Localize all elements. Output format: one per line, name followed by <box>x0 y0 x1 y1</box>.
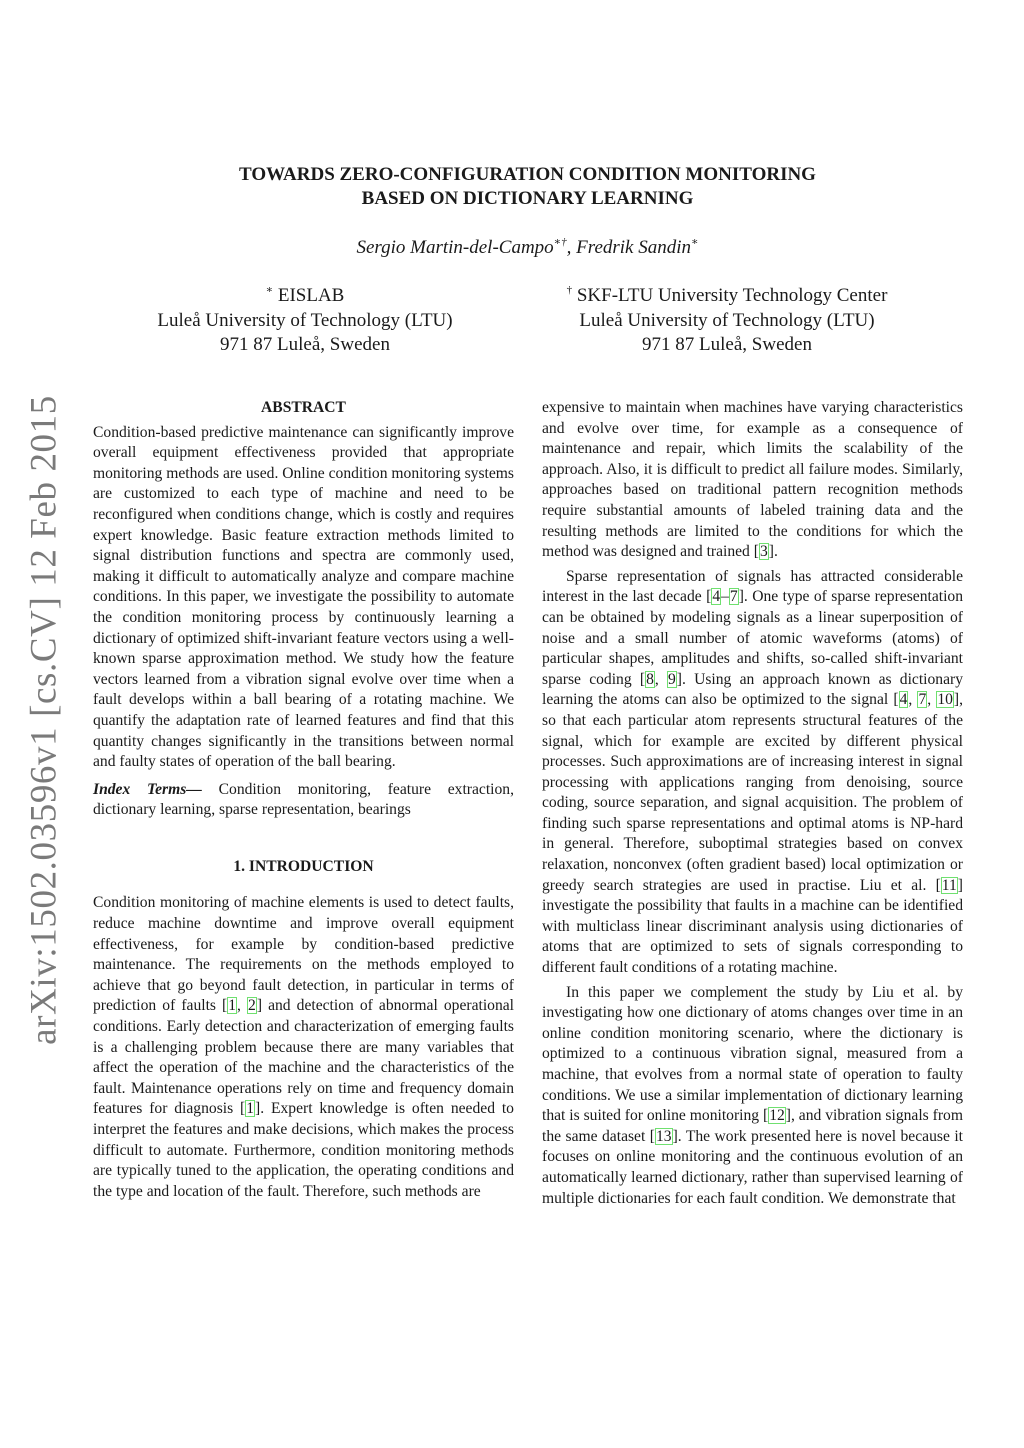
index-terms-text: Condition monitoring, feature extraction, dictionary learning, sparse representation, bearings <box>93 780 515 819</box>
index-terms <box>93 780 514 821</box>
citation-link[interactable]: 3 <box>759 543 768 561</box>
citation-link[interactable]: 11 <box>941 876 957 894</box>
title-line-1: TOWARDS ZERO-CONFIGURATION CONDITION MONITORING <box>239 164 816 185</box>
paper-title <box>120 163 935 211</box>
author-separator: , <box>566 237 577 258</box>
abstract-text: Condition-based predictive maintenance can significantly improve overall equipment effectiveness provided that appropriate monitoring methods are used. Online condition monitoring systems are customized to each type of machine and need to be reconfigured when conditions change, which is costly and requires expert knowledge. Basic feature extraction methods limited to signal distribution functions and spectra are commonly used, making it difficult to automatically analyze and compare machine conditions. In this paper, we investigate the possibility to automate the condition monitoring process by continuously learning a dictionary of optimized shift-invariant feature vectors using a well-known sparse approximation method. We study how the feature vectors learned from a vibration signal evolve over time when a fault develops within a ball bearing of a rotating machine. We quantify the adaptation rate of learned features and find that this quantity changes significantly in the transitions between normal and faulty states of operation of the ball bearing. <box>93 423 514 771</box>
affiliation-skf <box>517 284 937 358</box>
author-1-marks: ∗† <box>553 235 567 248</box>
intro-paragraph-1: Condition monitoring of machine elements is used to detect faults, reduce machine downtime and improve overall equipment effectiveness, for example by condition-based predictive maintenance. The requirements on the methods employed to achieve that go beyond fault detection, in particular in terms of prediction of faults [1, 2] and detection of abnormal operational conditions. Early detection and characterization of emerging faults is a challenging problem because there are many variables that affect the operation of the machine and the characteristics of the fault. Maintenance operations rely on time and frequency domain features for diagnosis [1]. Expert knowledge is often needed to interpret the features and make decisions, which makes the process difficult to automate. Furthermore, condition monitoring methods are typically tuned to the application, the operating conditions and the type and location of the fault. Therefore, such methods are <box>93 894 515 1200</box>
author-1: Sergio Martin-del-Campo <box>356 237 554 258</box>
affiliation-university: Luleå University of Technology (LTU) <box>579 309 875 331</box>
citation-link[interactable]: 12 <box>769 1107 785 1125</box>
citation-link[interactable]: 10 <box>937 691 953 709</box>
affiliation-mark: † <box>566 283 573 296</box>
citation-link[interactable]: 7 <box>918 691 927 709</box>
index-terms-label: Index Terms— <box>93 780 202 798</box>
left-column <box>93 398 514 1202</box>
citation-link[interactable]: 4 <box>712 588 721 606</box>
title-line-2: BASED ON DICTIONARY LEARNING <box>361 188 694 209</box>
right-column <box>542 398 963 1209</box>
citation-link[interactable]: 8 <box>646 670 654 688</box>
affiliation-address: 971 87 Luleå, Sweden <box>220 334 390 355</box>
citation-link[interactable]: 7 <box>729 588 738 606</box>
affiliation-address: 971 87 Luleå, Sweden <box>642 334 812 355</box>
citation-link[interactable]: 13 <box>655 1127 672 1145</box>
author-2-marks: ∗ <box>691 235 699 248</box>
affiliation-mark: ∗ <box>265 283 274 296</box>
intro-paragraph-2: Sparse representation of signals has attracted considerable interest in the last decade [4–7]. One type of sparse representation can be obtained by modeling signals as a linear superposition of noise and a small number of atomic waveforms (atoms) of particular shapes, amplitudes and shifts, so-called shift-invariant sparse coding [8, 9]. Using an approach known as dictionary learning the atoms can also be optimized to the signal [4, 7, 10], so that each particular atom represents structural features of the signal, which for example are excited by different physical processes. Such approximations are of increasing interest in signal processing with applications ranging from denoising, source coding, source separation, and signal acquisition. The problem of finding such sparse representations and optimal atoms is NP-hard in general. Therefore, suboptimal strategies based on convex relaxation, nonconvex (often gradient based) local optimization or greedy search strategies are used in practise. Liu et al. [11] investigate the possibility that faults in a machine can be identified with multiclass linear discriminant analysis using dictionaries of atoms that are optimized to sets of signals corresponding to different fault conditions of a rotating machine. <box>542 567 964 977</box>
citation-link[interactable]: 1 <box>228 997 237 1015</box>
abstract-heading: ABSTRACT <box>261 399 346 416</box>
affiliation-university: Luleå University of Technology (LTU) <box>157 309 453 331</box>
author-2: Fredrik Sandin <box>576 237 692 258</box>
affiliation-name: EISLAB <box>277 285 345 306</box>
citation-link[interactable]: 2 <box>248 997 256 1015</box>
introduction-heading: 1. INTRODUCTION <box>233 857 374 875</box>
author-list <box>120 236 935 260</box>
citation-link[interactable]: 9 <box>667 670 676 688</box>
citation-link[interactable]: 4 <box>899 691 908 709</box>
affiliation-name: SKF-LTU University Technology Center <box>576 285 888 306</box>
citation-link[interactable]: 1 <box>246 1100 255 1118</box>
affiliation-eislab <box>95 284 515 358</box>
intro-paragraph-1-continued: expensive to maintain when machines have varying characteristics and evolve over time, for example as a consequence of maintenance and repair, which limits the scalability of the approach. Also, it is difficult to predict all failure modes. Similarly, approaches based on traditional pattern recognition methods require substantial amounts of labeled training data and the resulting methods are limited to the conditions for which the method was designed and trained [3]. <box>542 399 963 561</box>
intro-paragraph-3: In this paper we complement the study by Liu et al. by investigating how one dictionary of atoms changes over time in an online condition monitoring scenario, where the dictionary is optimized to a continuous vibration signal, measured from a machine, that evolves from a normal state of operation to faulty conditions. We use a similar implementation of dictionary learning that is suited for online monitoring [12], and vibration signals from the same dataset [13]. The work presented here is novel because it focuses on online monitoring and the continuous evolution of an automatically learned dictionary, rather than supervised learning of multiple dictionaries for each fault condition. We demonstrate that <box>542 983 963 1207</box>
